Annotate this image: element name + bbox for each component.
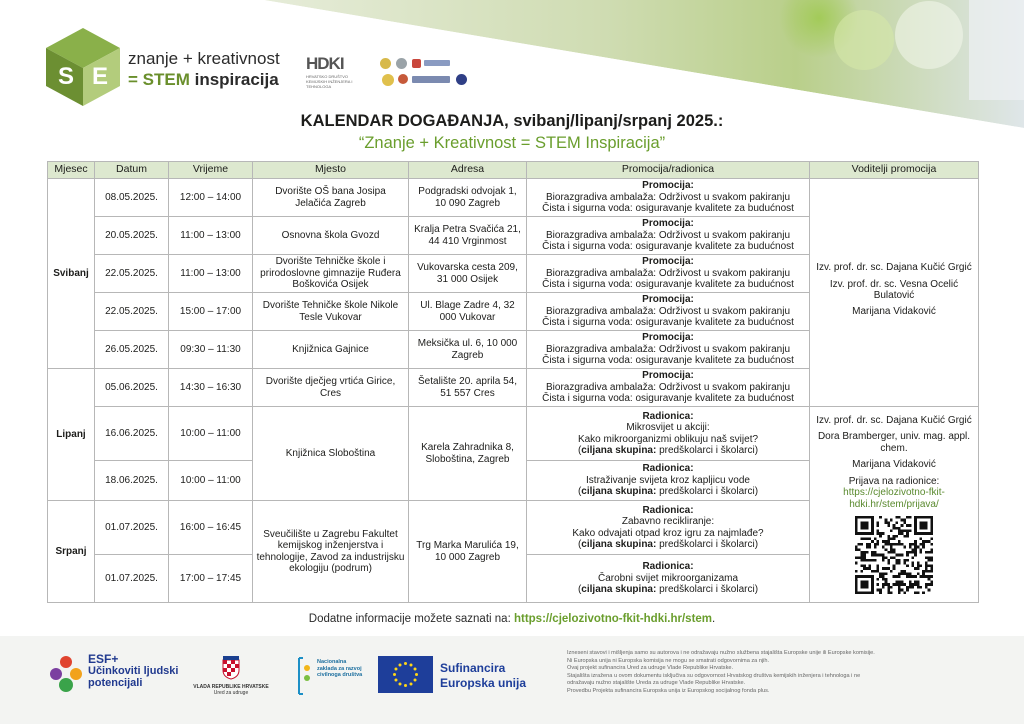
partner-logo-4 bbox=[424, 60, 450, 66]
time-cell: 16:00 – 16:45 bbox=[169, 501, 253, 555]
workshop-topic: Zabavno recikliranje: bbox=[621, 516, 715, 528]
svg-text:S: S bbox=[58, 63, 75, 90]
header-mjesec: Mjesec bbox=[48, 162, 95, 179]
header-voditelji: Voditelji promocija bbox=[810, 162, 979, 179]
promo-topic: Čista i sigurna voda: osiguravanje kvalitete za budućnost bbox=[542, 203, 794, 215]
month-cell: Svibanj bbox=[48, 179, 95, 369]
slogan-inspiracija: inspiracija bbox=[189, 70, 279, 89]
date-cell: 05.06.2025. bbox=[95, 369, 169, 407]
target-value: predškolarci i školarci) bbox=[656, 444, 759, 456]
date-cell: 18.06.2025. bbox=[95, 461, 169, 501]
esf-text bbox=[88, 653, 178, 689]
header-adresa: Adresa bbox=[409, 162, 527, 179]
stem-cube-logo bbox=[42, 26, 124, 108]
place-cell: Knjižnica Gajnice bbox=[253, 331, 409, 369]
workshop-label: Radionica: bbox=[642, 504, 694, 516]
time-cell: 10:00 – 11:00 bbox=[169, 407, 253, 461]
slogan-line1: znanje + kreativnost bbox=[128, 49, 280, 68]
workshop-topic: Kako mikroorganizmi oblikuju naš svijet? bbox=[577, 433, 759, 445]
address-cell: Ul. Blage Zadre 4, 32 000 Vukovar bbox=[409, 293, 527, 331]
promo-topic: Biorazgradiva ambalaža: Održivost u svakom pakiranju bbox=[546, 267, 790, 279]
header-datum: Datum bbox=[95, 162, 169, 179]
leader-entry: Izv. prof. dr. sc. Dajana Kučić Grgić bbox=[816, 262, 972, 274]
promo-topic: Čista i sigurna voda: osiguravanje kvalitete za budućnost bbox=[542, 393, 794, 405]
promo-topic: Čista i sigurna voda: osiguravanje kvalitete za budućnost bbox=[542, 355, 794, 367]
address-cell: Meksička ul. 6, 10 000 Zagreb bbox=[409, 331, 527, 369]
target-label: ciljana skupina: bbox=[581, 444, 657, 456]
month-cell: Lipanj bbox=[48, 369, 95, 501]
disclaimer-line: odražavaju nužno stajalište Ureda za udruge Vlade Republike Hrvatske. bbox=[567, 680, 746, 686]
workshop-target bbox=[530, 584, 806, 595]
table-row bbox=[48, 179, 979, 217]
promo-cell bbox=[527, 293, 810, 331]
promo-topic: Biorazgradiva ambalaža: Održivost u svakom pakiranju bbox=[546, 191, 790, 203]
time-cell: 11:00 – 13:00 bbox=[169, 255, 253, 293]
nacionalna-zaklada-text: Nacionalna zaklada za razvoj civilnoga društva bbox=[317, 659, 363, 678]
more-info-link[interactable]: https://cjelozivotno-fkit-hdki.hr/stem bbox=[513, 613, 713, 625]
workshop-label: Radionica: bbox=[642, 410, 694, 422]
disclaimer-line: Ovaj projekt sufinancira Ured za udruge Vlade Republike Hrvatske. bbox=[567, 665, 734, 671]
page-subtitle: “Znanje + Kreativnost = STEM Inspiracija” bbox=[358, 134, 666, 152]
place-cell: Dvorište dječjeg vrtića Girice, Cres bbox=[253, 369, 409, 407]
time-cell: 17:00 – 17:45 bbox=[169, 555, 253, 603]
hdki-subtitle: HRVATSKO DRUŠTVO KEMIJSKIH INŽENJERA I TEHNOLOGA bbox=[306, 74, 353, 89]
target-value: predškolarci i školarci) bbox=[656, 584, 759, 596]
workshop-topic: Istraživanje svijeta kroz kapljicu vode bbox=[586, 474, 750, 486]
target-open: ( bbox=[577, 444, 582, 456]
leader-entry: Marijana Vidaković bbox=[852, 459, 936, 471]
partner-logos bbox=[306, 54, 476, 90]
target-label: ciljana skupina: bbox=[581, 486, 657, 498]
workshop-topic: Čarobni svijet mikroorganizama bbox=[597, 572, 739, 584]
disclaimer bbox=[567, 650, 987, 695]
nacionalna-zaklada-logo-icon bbox=[297, 656, 313, 696]
eu-cofinance-text bbox=[440, 661, 526, 691]
header-mjesto: Mjesto bbox=[253, 162, 409, 179]
workshop-target bbox=[530, 539, 806, 550]
workshop-cell bbox=[527, 461, 810, 501]
leaders-cell bbox=[810, 407, 979, 603]
date-cell: 01.07.2025. bbox=[95, 501, 169, 555]
leader-entry: Izv. prof. dr. sc. Dajana Kučić Grgić bbox=[816, 415, 972, 427]
leader-entry: Izv. prof. dr. sc. Vesna Ocelić Bulatović bbox=[829, 278, 959, 301]
workshop-label: Radionica: bbox=[642, 463, 694, 475]
vlada-line2: Ured za udruge bbox=[213, 690, 249, 696]
place-cell: Knjižnica Sloboština bbox=[253, 407, 409, 501]
promo-topic: Biorazgradiva ambalaža: Održivost u svakom pakiranju bbox=[546, 305, 790, 317]
promo-label: Promocija: bbox=[642, 256, 694, 268]
workshop-label: Radionica: bbox=[642, 561, 694, 573]
place-cell: Dvorište OŠ bana Josipa Jelačića Zagreb bbox=[253, 179, 409, 217]
workshop-topic: Mikrosvijet u akciji: bbox=[626, 422, 710, 434]
time-cell: 11:00 – 13:00 bbox=[169, 217, 253, 255]
croatian-coat-of-arms-icon bbox=[222, 656, 240, 680]
promo-topic: Čista i sigurna voda: osiguravanje kvalitete za budućnost bbox=[542, 317, 794, 329]
target-value: predškolarci i školarci) bbox=[656, 538, 759, 550]
slogan bbox=[128, 48, 280, 90]
svg-text:E: E bbox=[92, 63, 109, 90]
eu-flag-icon bbox=[378, 656, 433, 693]
esf-line1: Učinkoviti ljudski bbox=[88, 665, 179, 677]
footer bbox=[0, 636, 1024, 724]
disclaimer-line: Izneseni stavovi i mišljenja samo su autorova i ne odražavaju nužno službena stajališta Europske unije ili Europske komisije. bbox=[567, 650, 875, 656]
esf-logo-icon bbox=[48, 654, 84, 694]
leader-entry: Dora Bramberger, univ. mag. appl. chem. bbox=[817, 431, 971, 454]
address-cell: Vukovarska cesta 209, 31 000 Osijek bbox=[409, 255, 527, 293]
promo-cell bbox=[527, 217, 810, 255]
address-cell: Karela Zahradnika 8, Sloboština, Zagreb bbox=[409, 407, 527, 501]
more-info-prefix: Dodatne informacije možete saznati na: bbox=[308, 613, 514, 625]
date-cell: 08.05.2025. bbox=[95, 179, 169, 217]
place-cell: Sveučilište u Zagrebu Fakultet kemijskog inženjerstva i tehnologije, Zavod za industrijsku ekologiju (podrum) bbox=[253, 501, 409, 603]
disclaimer-line: Stajališta izražena u ovom dokumentu isključiva su odgovornost Hrvatskog društva kemijskih inženjera i tehnologa i ne bbox=[567, 672, 861, 679]
date-cell: 01.07.2025. bbox=[95, 555, 169, 603]
time-cell: 10:00 – 11:00 bbox=[169, 461, 253, 501]
promo-cell bbox=[527, 369, 810, 407]
esf-line2: potencijali bbox=[88, 677, 143, 689]
registration-label: Prijava na radionice: bbox=[848, 475, 940, 487]
partner-logo-5 bbox=[382, 74, 394, 86]
workshop-cell bbox=[527, 555, 810, 603]
time-cell: 14:30 – 16:30 bbox=[169, 369, 253, 407]
date-cell: 20.05.2025. bbox=[95, 217, 169, 255]
qr-code[interactable] bbox=[855, 516, 933, 594]
partner-logo-8 bbox=[456, 74, 467, 85]
more-info-suffix: . bbox=[712, 613, 716, 625]
promo-topic: Biorazgradiva ambalaža: Održivost u svakom pakiranju bbox=[546, 229, 790, 241]
slogan-line2 bbox=[128, 69, 280, 90]
hdki-logo: HDKI bbox=[306, 54, 344, 73]
partner-logo-1 bbox=[380, 58, 391, 69]
workshop-cell bbox=[527, 501, 810, 555]
date-cell: 26.05.2025. bbox=[95, 331, 169, 369]
date-cell: 16.06.2025. bbox=[95, 407, 169, 461]
eu-line2: Europska unija bbox=[440, 676, 527, 690]
promo-cell bbox=[527, 255, 810, 293]
header-promocija: Promocija/radionica bbox=[527, 162, 810, 179]
time-cell: 12:00 – 14:00 bbox=[169, 179, 253, 217]
table-row bbox=[48, 407, 979, 461]
target-value: predškolarci i školarci) bbox=[656, 486, 759, 498]
events-calendar-table bbox=[47, 161, 979, 603]
slogan-equals: = bbox=[128, 70, 143, 89]
leaders-cell bbox=[810, 179, 979, 407]
promo-label: Promocija: bbox=[642, 218, 694, 230]
page-title: KALENDAR DOGAĐANJA, svibanj/lipanj/srpanj 2025.: bbox=[300, 112, 724, 130]
slogan-stem: STEM bbox=[142, 70, 190, 89]
address-cell: Podgradski odvojak 1, 10 090 Zagreb bbox=[409, 179, 527, 217]
time-cell: 15:00 – 17:00 bbox=[169, 293, 253, 331]
partner-logo-7 bbox=[412, 76, 450, 83]
partner-logo-3 bbox=[412, 59, 421, 68]
table-header-row bbox=[48, 162, 979, 179]
workshop-target bbox=[530, 486, 806, 497]
address-cell: Trg Marka Marulića 19, 10 000 Zagreb bbox=[409, 501, 527, 603]
header-vrijeme: Vrijeme bbox=[169, 162, 253, 179]
workshop-target bbox=[530, 445, 806, 456]
disclaimer-line: Provedbu Projekta sufinancira Europska unija iz Europskog socijalnog fonda plus. bbox=[567, 687, 770, 694]
target-open: ( bbox=[577, 538, 582, 550]
target-open: ( bbox=[577, 584, 582, 596]
more-info-line bbox=[0, 613, 1024, 625]
workshop-topic: Kako odvajati otpad kroz igru za najmlađe? bbox=[572, 527, 764, 539]
address-cell: Kralja Petra Svačića 21, 44 410 Vrginmost bbox=[409, 217, 527, 255]
promo-topic: Biorazgradiva ambalaža: Održivost u svakom pakiranju bbox=[546, 343, 790, 355]
promo-cell bbox=[527, 331, 810, 369]
partner-logo-2 bbox=[396, 58, 407, 69]
vlada-line1: VLADA REPUBLIKE HRVATSKE bbox=[193, 684, 269, 690]
promo-label: Promocija: bbox=[642, 370, 694, 382]
target-label: ciljana skupina: bbox=[581, 538, 657, 550]
place-cell: Dvorište Tehničke škole i prirodoslovne gimnazije Ruđera Boškovića Osijek bbox=[253, 255, 409, 293]
promo-label: Promocija: bbox=[642, 180, 694, 192]
date-cell: 22.05.2025. bbox=[95, 255, 169, 293]
partner-logo-6 bbox=[398, 74, 408, 84]
promo-topic: Čista i sigurna voda: osiguravanje kvalitete za budućnost bbox=[542, 241, 794, 253]
eu-line1: Sufinancira bbox=[440, 661, 506, 675]
workshop-cell bbox=[527, 407, 810, 461]
place-cell: Dvorište Tehničke škole Nikole Tesle Vukovar bbox=[253, 293, 409, 331]
promo-label: Promocija: bbox=[642, 332, 694, 344]
place-cell: Osnovna škola Gvozd bbox=[253, 217, 409, 255]
promo-topic: Čista i sigurna voda: osiguravanje kvalitete za budućnost bbox=[542, 279, 794, 291]
month-cell: Srpanj bbox=[48, 501, 95, 603]
time-cell: 09:30 – 11:30 bbox=[169, 331, 253, 369]
address-cell: Šetalište 20. aprila 54, 51 557 Cres bbox=[409, 369, 527, 407]
disclaimer-line: Ni Europska unija ni Europska komisija ne mogu se smatrati odgovornima za njih. bbox=[567, 657, 770, 664]
esf-title: ESF+ bbox=[88, 652, 119, 666]
target-open: ( bbox=[577, 486, 582, 498]
registration-link[interactable]: https://cjelozivotno-fkit-hdki.hr/stem/prijava/ bbox=[843, 487, 945, 510]
date-cell: 22.05.2025. bbox=[95, 293, 169, 331]
promo-topic: Biorazgradiva ambalaža: Održivost u svakom pakiranju bbox=[546, 381, 790, 393]
target-label: ciljana skupina: bbox=[581, 584, 657, 596]
promo-cell bbox=[527, 179, 810, 217]
vlada-text bbox=[190, 684, 272, 696]
promo-label: Promocija: bbox=[642, 294, 694, 306]
leader-entry: Marijana Vidaković bbox=[852, 306, 936, 318]
